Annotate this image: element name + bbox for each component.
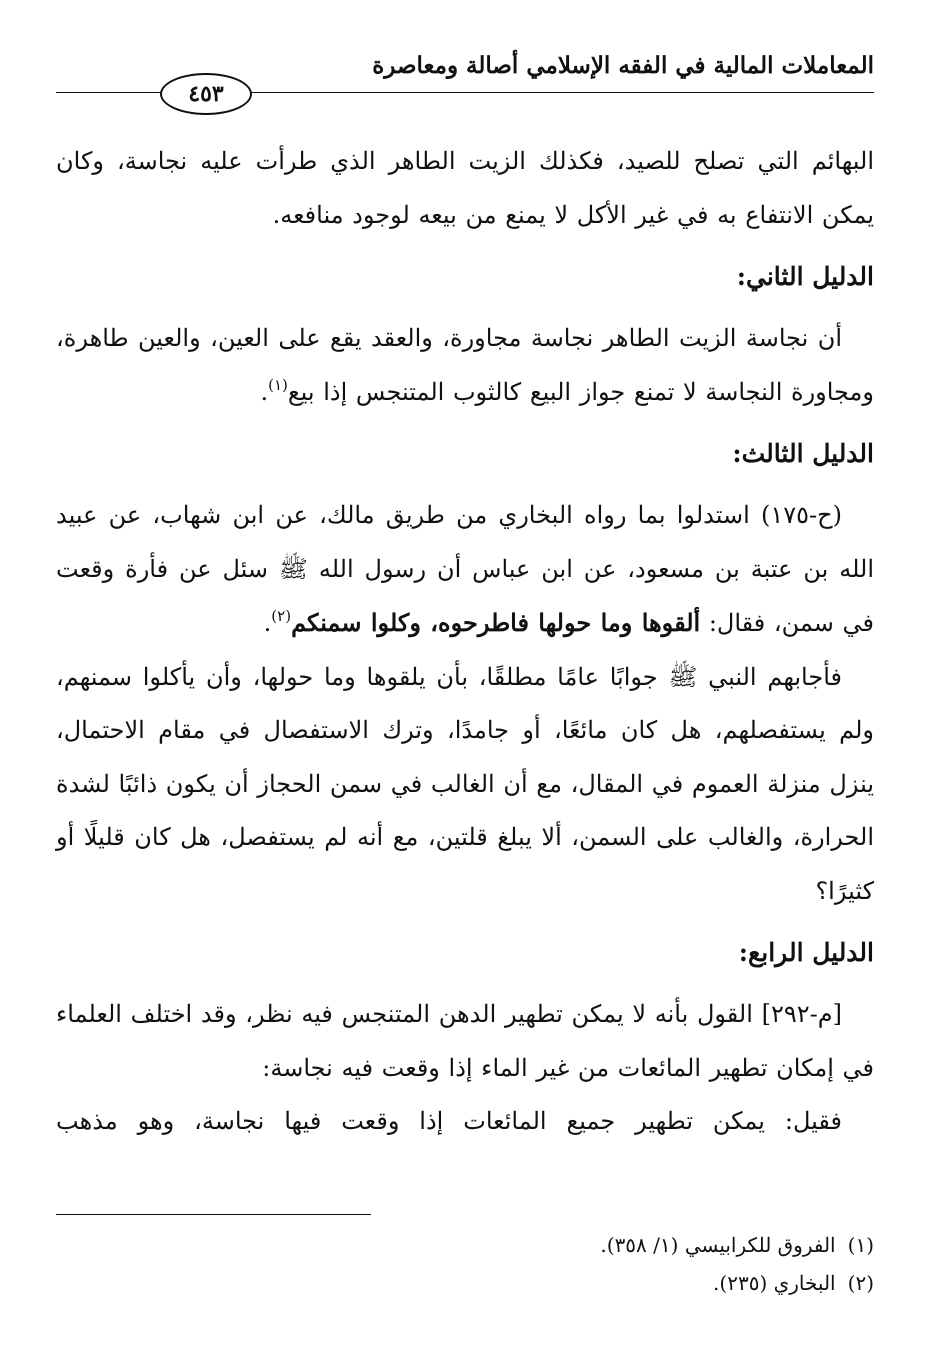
paragraph-1: البهائم التي تصلح للصيد، فكذلك الزيت الطاهر الذي طرأت عليه نجاسة، وكان يمكن الانتفاع به في غير الأكل لا يمنع من بيعه لوجود منافعه. (56, 147, 874, 229)
paragraph-2-text: أن نجاسة الزيت الطاهر نجاسة مجاورة، والعقد يقع على العين، والعين طاهرة، ومجاورة النجاسة لا تمنع جواز البيع كالثوب المتنجس إذا بيع (56, 324, 874, 406)
heading-second-evidence: الدليل الثاني: (736, 262, 874, 291)
paragraph-2-end: . (260, 377, 269, 406)
footnote-ref-2[interactable]: (٢) (271, 607, 292, 625)
running-title: المعاملات المالية في الفقه الإسلامي أصالة ومعاصرة (372, 52, 874, 79)
footnote-1-mark: (١) (847, 1233, 874, 1257)
paragraph-3 (56, 489, 874, 651)
footnote-2-mark: (٢) (847, 1271, 874, 1295)
footnote-1-text: الفروق للكرابيسي (١/ ٣٥٨). (600, 1233, 836, 1257)
heading-third-evidence: الدليل الثالث: (732, 439, 874, 468)
footnote-ref-1[interactable]: (١) (268, 375, 288, 394)
hadith-quote: ألقوها وما حولها فاطرحوه، وكلوا سمنكم (291, 608, 701, 637)
heading-fourth-evidence: الدليل الرابع: (738, 938, 874, 967)
footnote-1 (56, 1226, 874, 1264)
footnotes (56, 1226, 874, 1302)
page-number: ٤٥٣ (160, 73, 252, 115)
main-text (56, 135, 874, 1149)
footnote-2-text: البخاري (٢٣٥). (713, 1271, 836, 1295)
footnote-rule (56, 1214, 371, 1215)
footnote-2 (56, 1264, 874, 1302)
paragraph-2 (56, 312, 874, 419)
paragraph-3-end: . (263, 609, 272, 637)
paragraph-6: فقيل: يمكن تطهير جميع المائعات إذا وقعت فيها نجاسة، وهو مذهب (56, 1107, 842, 1135)
paragraph-4: فأجابهم النبي ﷺ جوابًا عامًا مطلقًا، بأن يلقوها وما حولها، وأن يأكلوا سمنهم، ولم يستفصلهم، هل كان مائعًا، أو جامدًا، وترك الاستفصال في مقام الاحتمال، ينزل منزلة العموم في المقال، مع أن الغالب في سمن الحجاز أن يكون ذائبًا لشدة الحرارة، والغالب على السمن، ألا يبلغ قلتين، مع أنه لم يستفصل، هل كان قليلًا أو كثيرًا؟ (56, 662, 874, 905)
paragraph-3-text: (ح-١٧٥) استدلوا بما رواه البخاري من طريق مالك، عن ابن شهاب، عن عبيد الله بن عتبة بن مسعود، عن ابن عباس أن رسول الله ﷺ سئل عن فأرة وقعت في سمن، فقال: (56, 501, 874, 637)
paragraph-5: [م-٢٩٢] القول بأنه لا يمكن تطهير الدهن المتنجس فيه نظر، وقد اختلف العلماء في إمكان تطهير المائعات من غير الماء إذا وقعت فيه نجاسة: (56, 1000, 874, 1082)
